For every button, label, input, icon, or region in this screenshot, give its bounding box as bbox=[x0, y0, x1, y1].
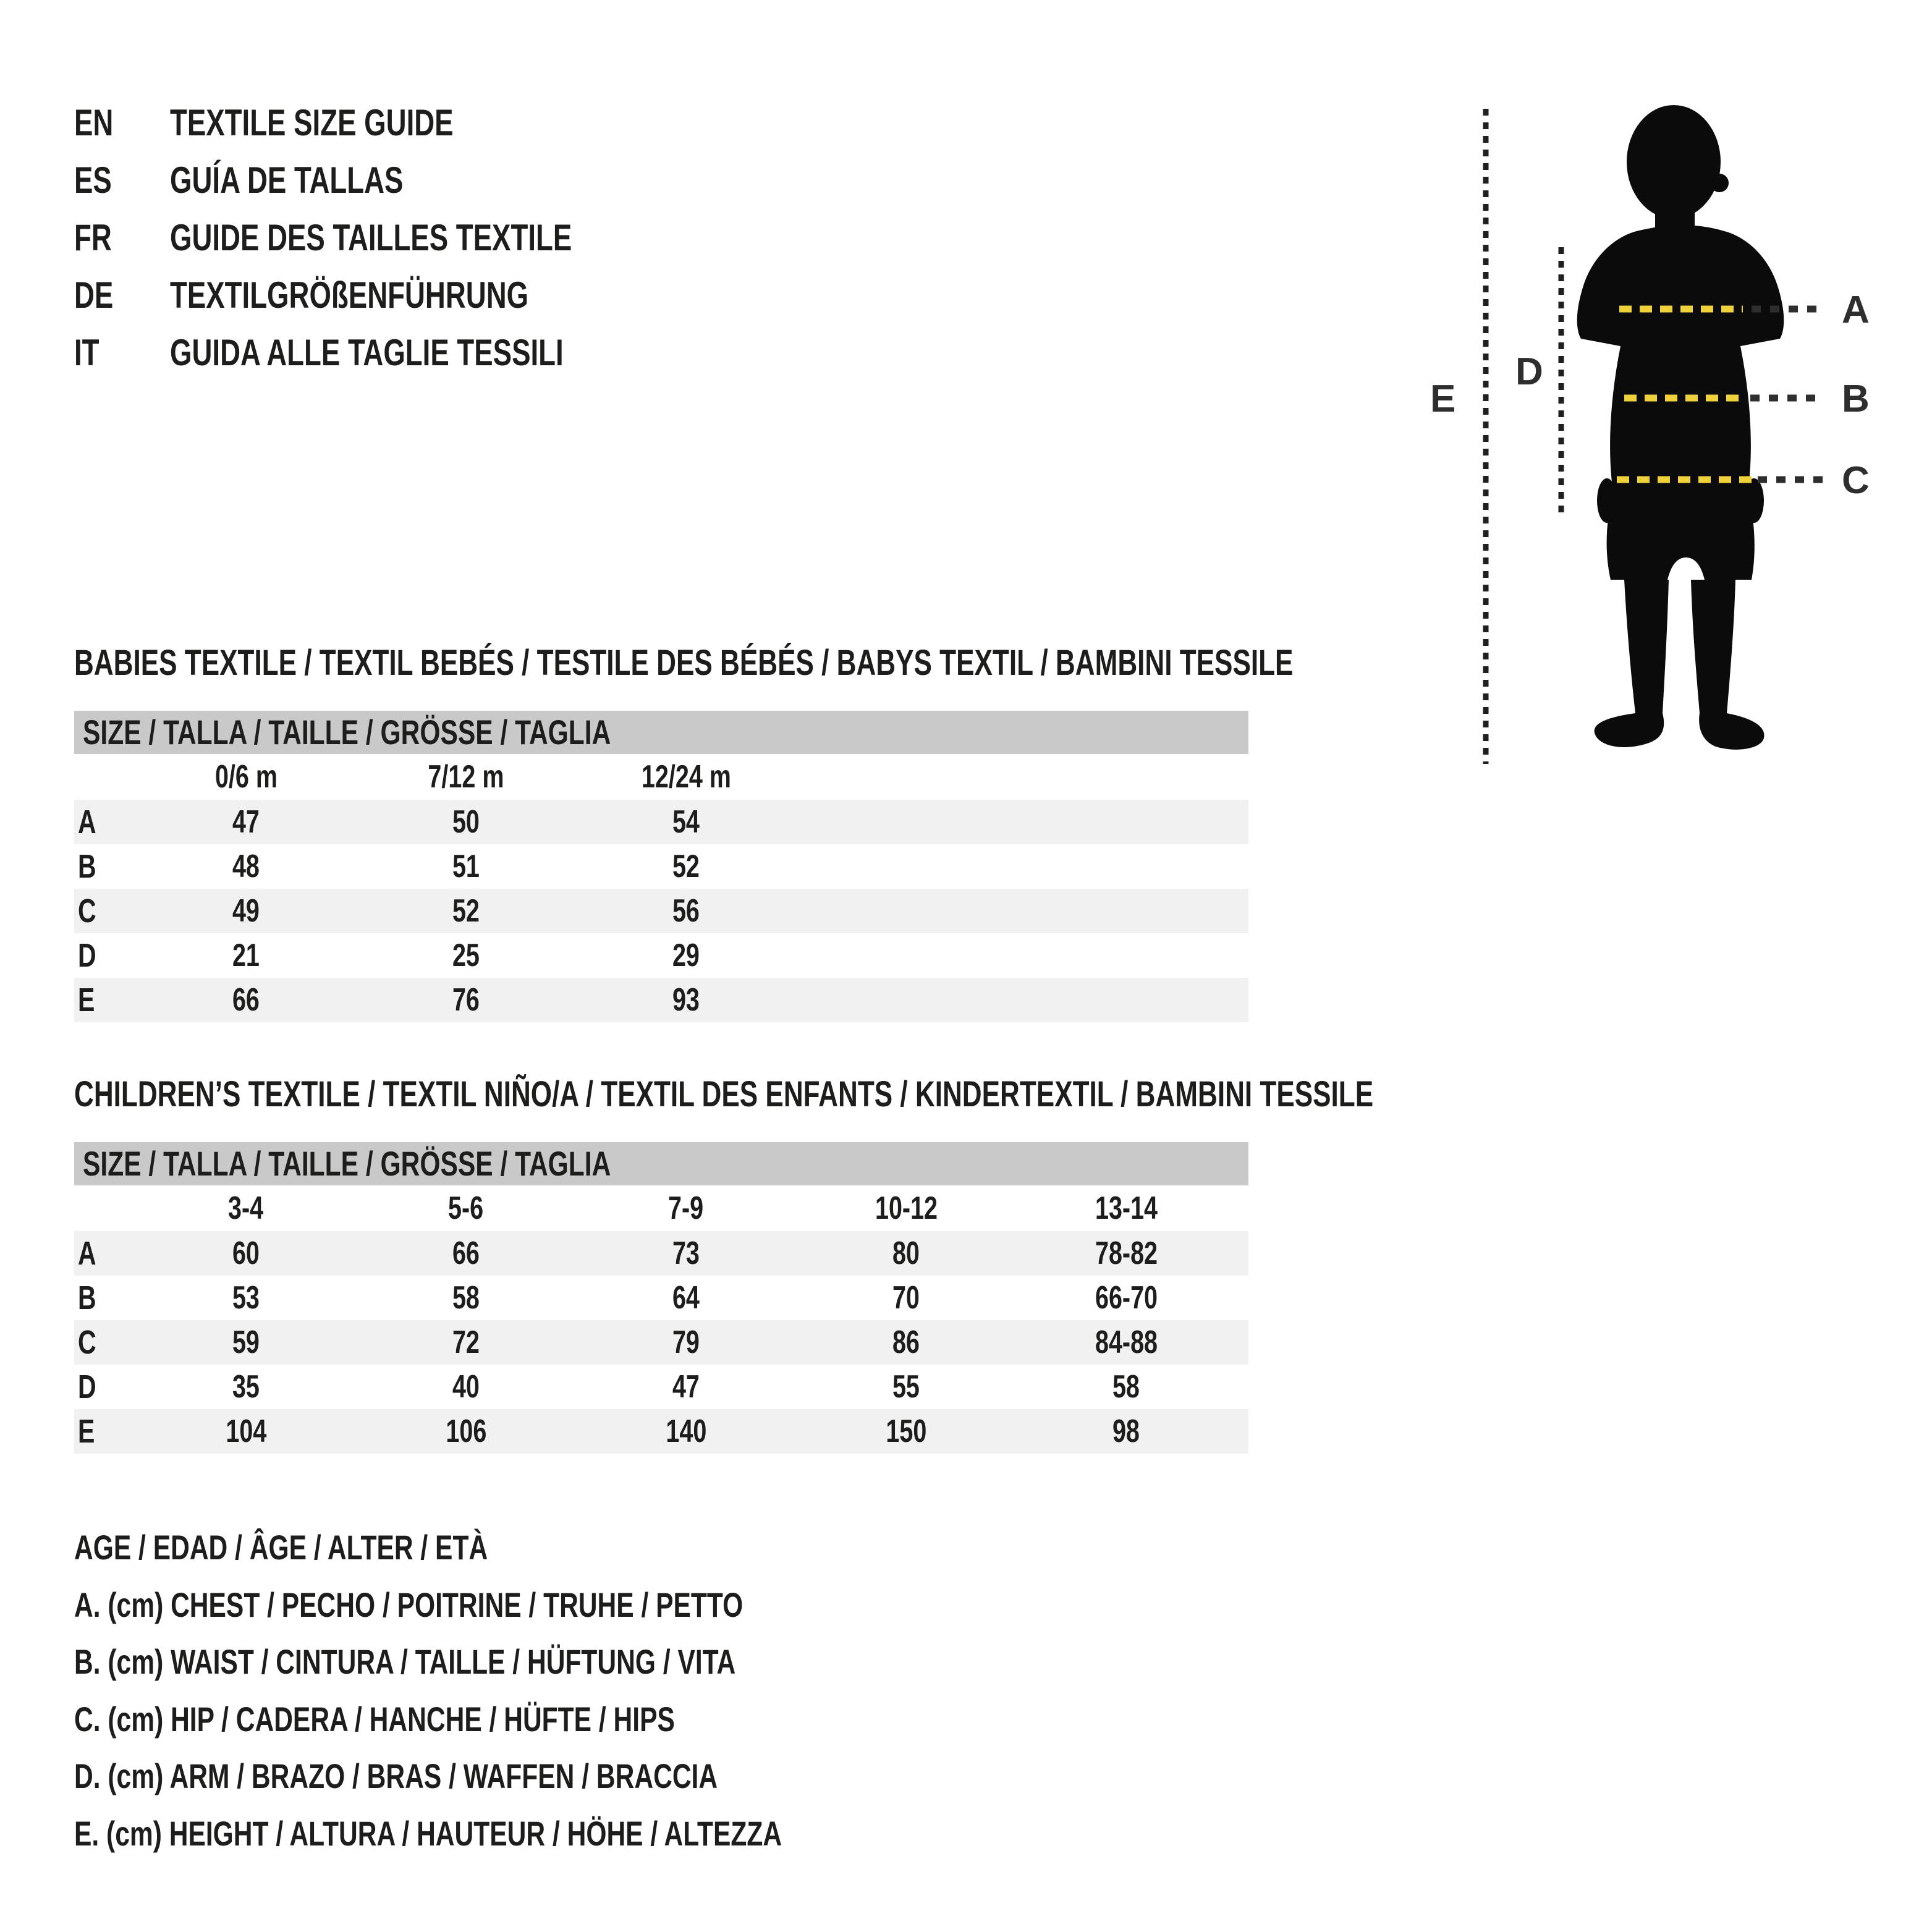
cell-value-text: 53 bbox=[232, 1280, 260, 1316]
waist-label: B bbox=[1842, 378, 1870, 420]
cell-value bbox=[576, 1320, 796, 1365]
row-filler bbox=[1236, 1276, 1248, 1320]
cell-value-text: 21 bbox=[232, 938, 260, 973]
childrens-size-header-text: SIZE / TALLA / TAILLE / GRÖSSE / TAGLIA bbox=[83, 1144, 611, 1183]
column-header bbox=[356, 754, 576, 800]
cell-value-text: 66-70 bbox=[1095, 1280, 1158, 1316]
language-code bbox=[74, 94, 170, 151]
legend-chest bbox=[74, 1577, 1006, 1634]
column-header bbox=[796, 1185, 1016, 1231]
cell-value bbox=[136, 1365, 356, 1409]
cell-value-text: 56 bbox=[672, 893, 700, 929]
legend-age-text: AGE / EDAD / ÂGE / ALTER / ETÀ bbox=[74, 1528, 488, 1567]
legend-chest-text: A. (cm) CHEST / PECHO / POITRINE / TRUHE / PETTO bbox=[74, 1585, 744, 1624]
cell-value bbox=[356, 844, 576, 889]
language-row-fr bbox=[74, 209, 699, 266]
cell-value-text: 54 bbox=[672, 804, 700, 840]
cell-value bbox=[136, 800, 356, 844]
table-row-waist bbox=[74, 844, 1248, 889]
legend-age bbox=[74, 1519, 1006, 1577]
cell-value bbox=[576, 889, 796, 933]
cell-value-text: 66 bbox=[452, 1235, 480, 1271]
babies-column-header-row bbox=[74, 754, 1248, 800]
table-row-height bbox=[74, 1409, 1248, 1454]
legend-arm bbox=[74, 1748, 1006, 1805]
measurement-legend bbox=[74, 1519, 1006, 1862]
cell-value bbox=[136, 933, 356, 978]
cell-value-text: 104 bbox=[226, 1413, 266, 1449]
babies-table bbox=[74, 754, 1248, 1022]
silhouette-head bbox=[1627, 105, 1721, 219]
babies-size-header-text: SIZE / TALLA / TAILLE / GRÖSSE / TAGLIA bbox=[83, 713, 611, 752]
language-title-text: GUIDE DES TAILLES TEXTILE bbox=[170, 217, 572, 258]
row-label bbox=[74, 1365, 136, 1409]
cell-value bbox=[576, 978, 796, 1022]
column-header-text: 10-12 bbox=[875, 1190, 938, 1226]
cell-value-text: 84-88 bbox=[1095, 1324, 1158, 1360]
cell-value-text: 66 bbox=[232, 982, 260, 1018]
row-label-text: B bbox=[78, 848, 96, 885]
language-title-text: GUÍA DE TALLAS bbox=[170, 159, 404, 201]
row-label-text: E bbox=[78, 1413, 95, 1450]
row-filler bbox=[1236, 1185, 1248, 1231]
cell-value bbox=[796, 1231, 1016, 1276]
column-header-spacer bbox=[74, 754, 136, 800]
language-row-es bbox=[74, 151, 699, 209]
cell-value bbox=[1016, 1409, 1236, 1454]
cell-value bbox=[356, 1276, 576, 1320]
language-code bbox=[74, 209, 170, 266]
language-code bbox=[74, 266, 170, 324]
cell-value bbox=[136, 1276, 356, 1320]
silhouette-foot-left bbox=[1595, 713, 1664, 747]
table-row-arm bbox=[74, 1365, 1248, 1409]
cell-value bbox=[576, 1276, 796, 1320]
row-label-text: A bbox=[78, 803, 96, 841]
cell-value-text: 80 bbox=[892, 1235, 920, 1271]
cell-value bbox=[796, 1320, 1016, 1365]
cell-value-text: 70 bbox=[892, 1280, 920, 1316]
babies-size-header-bar bbox=[74, 711, 1248, 754]
cell-value-text: 79 bbox=[672, 1324, 700, 1360]
row-label bbox=[74, 978, 136, 1022]
cell-value bbox=[576, 1231, 796, 1276]
language-title bbox=[170, 266, 642, 324]
legend-waist-text: B. (cm) WAIST / CINTURA / TAILLE / HÜFTUNG / VITA bbox=[74, 1642, 736, 1681]
row-filler bbox=[796, 844, 1248, 889]
language-code-text: FR bbox=[74, 217, 112, 258]
cell-value bbox=[356, 933, 576, 978]
cell-value bbox=[1016, 1231, 1236, 1276]
column-header-text: 12/24 m bbox=[641, 759, 731, 795]
language-code-text: ES bbox=[74, 159, 112, 201]
childrens-table bbox=[74, 1185, 1248, 1454]
cell-value-text: 58 bbox=[1112, 1369, 1140, 1405]
column-header-text: 7/12 m bbox=[428, 759, 504, 795]
childrens-size-header-bar bbox=[74, 1142, 1248, 1185]
language-title-text: TEXTILGRÖßENFÜHRUNG bbox=[170, 274, 529, 316]
cell-value-text: 47 bbox=[672, 1369, 700, 1405]
legend-hip bbox=[74, 1691, 1006, 1748]
cell-value bbox=[136, 1409, 356, 1454]
cell-value-text: 50 bbox=[452, 804, 480, 840]
column-header bbox=[356, 1185, 576, 1231]
row-label bbox=[74, 800, 136, 844]
row-filler bbox=[796, 978, 1248, 1022]
column-header-text: 7-9 bbox=[668, 1190, 704, 1226]
cell-value bbox=[356, 800, 576, 844]
table-row-hip bbox=[74, 889, 1248, 933]
language-row-de bbox=[74, 266, 699, 324]
cell-value-text: 25 bbox=[452, 938, 480, 973]
cell-value bbox=[136, 1231, 356, 1276]
row-label bbox=[74, 1409, 136, 1454]
row-filler bbox=[1236, 1409, 1248, 1454]
cell-value-text: 64 bbox=[672, 1280, 700, 1316]
cell-value bbox=[576, 1409, 796, 1454]
legend-height bbox=[74, 1805, 1006, 1863]
language-list bbox=[74, 94, 699, 381]
cell-value-text: 73 bbox=[672, 1235, 700, 1271]
cell-value-text: 60 bbox=[232, 1235, 260, 1271]
language-title bbox=[170, 324, 688, 381]
language-code-text: DE bbox=[74, 274, 114, 316]
row-filler bbox=[796, 800, 1248, 844]
table-row-hip bbox=[74, 1320, 1248, 1365]
legend-arm-text: D. (cm) ARM / BRAZO / BRAS / WAFFEN / BRACCIA bbox=[74, 1756, 718, 1795]
cell-value bbox=[576, 933, 796, 978]
table-row-chest bbox=[74, 800, 1248, 844]
cell-value-text: 106 bbox=[446, 1413, 486, 1449]
cell-value-text: 140 bbox=[666, 1413, 706, 1449]
table-row-chest bbox=[74, 1231, 1248, 1276]
cell-value bbox=[356, 889, 576, 933]
cell-value bbox=[1016, 1320, 1236, 1365]
silhouette-leg-right bbox=[1691, 580, 1735, 713]
language-title bbox=[170, 151, 477, 209]
cell-value bbox=[1016, 1365, 1236, 1409]
language-code-text: EN bbox=[74, 102, 114, 143]
table-row-waist bbox=[74, 1276, 1248, 1320]
cell-value-text: 52 bbox=[672, 849, 700, 884]
childrens-column-header-row bbox=[74, 1185, 1248, 1231]
silhouette-ear bbox=[1710, 174, 1729, 192]
cell-value-text: 72 bbox=[452, 1324, 480, 1360]
childrens-section-title-text: CHILDREN’S TEXTILE / TEXTIL NIÑO/A / TEXTIL DES ENFANTS / KINDERTEXTIL / BAMBINI TESSILE bbox=[74, 1074, 1374, 1114]
language-code bbox=[74, 151, 170, 209]
row-label bbox=[74, 1320, 136, 1365]
row-label bbox=[74, 889, 136, 933]
cell-value bbox=[1016, 1276, 1236, 1320]
cell-value bbox=[136, 889, 356, 933]
legend-hip-text: C. (cm) HIP / CADERA / HANCHE / HÜFTE / HIPS bbox=[74, 1699, 675, 1739]
cell-value bbox=[576, 844, 796, 889]
cell-value-text: 59 bbox=[232, 1324, 260, 1360]
row-label bbox=[74, 933, 136, 978]
cell-value bbox=[136, 844, 356, 889]
cell-value bbox=[356, 1409, 576, 1454]
cell-value-text: 29 bbox=[672, 938, 700, 973]
language-title bbox=[170, 209, 699, 266]
row-filler bbox=[1236, 1320, 1248, 1365]
table-row-arm bbox=[74, 933, 1248, 978]
row-label-text: C bbox=[78, 1324, 96, 1361]
column-header-text: 13-14 bbox=[1095, 1190, 1158, 1226]
column-header-spacer bbox=[74, 1185, 136, 1231]
row-filler bbox=[796, 754, 1248, 800]
chest-label: A bbox=[1842, 289, 1870, 331]
row-label-text: E bbox=[78, 981, 95, 1019]
column-header-text: 5-6 bbox=[448, 1190, 484, 1226]
hip-label: C bbox=[1842, 459, 1870, 502]
cell-value bbox=[576, 1365, 796, 1409]
cell-value-text: 48 bbox=[232, 849, 260, 884]
language-title bbox=[170, 94, 543, 151]
cell-value-text: 40 bbox=[452, 1369, 480, 1405]
legend-height-text: E. (cm) HEIGHT / ALTURA / HAUTEUR / HÖHE / ALTEZZA bbox=[74, 1813, 782, 1853]
arm-label: D bbox=[1515, 350, 1543, 393]
column-header bbox=[136, 754, 356, 800]
row-label bbox=[74, 844, 136, 889]
cell-value-text: 47 bbox=[232, 804, 260, 840]
silhouette-shirt bbox=[1577, 225, 1784, 492]
cell-value-text: 55 bbox=[892, 1369, 920, 1405]
childrens-section-title bbox=[74, 1073, 1784, 1116]
row-label-text: C bbox=[78, 892, 96, 930]
cell-value-text: 150 bbox=[886, 1413, 926, 1449]
row-label-text: B bbox=[78, 1279, 96, 1316]
row-filler bbox=[1236, 1365, 1248, 1409]
row-filler bbox=[796, 933, 1248, 978]
language-title-text: GUIDA ALLE TAGLIE TESSILI bbox=[170, 332, 564, 373]
language-row-it bbox=[74, 324, 699, 381]
row-label-text: A bbox=[78, 1235, 96, 1272]
silhouette-shorts bbox=[1607, 492, 1755, 580]
cell-value-text: 98 bbox=[1112, 1413, 1140, 1449]
legend-waist bbox=[74, 1633, 1006, 1691]
language-title-text: TEXTILE SIZE GUIDE bbox=[170, 102, 454, 143]
cell-value bbox=[356, 1320, 576, 1365]
cell-value-text: 93 bbox=[672, 982, 700, 1018]
cell-value bbox=[356, 1365, 576, 1409]
column-header bbox=[576, 754, 796, 800]
babies-section-title-text: BABIES TEXTILE / TEXTIL BEBÉS / TESTILE DES BÉBÉS / BABYS TEXTIL / BAMBINI TESSILE bbox=[74, 643, 1294, 683]
cell-value bbox=[356, 1231, 576, 1276]
cell-value bbox=[136, 978, 356, 1022]
column-header bbox=[136, 1185, 356, 1231]
language-code-text: IT bbox=[74, 332, 100, 373]
cell-value-text: 86 bbox=[892, 1324, 920, 1360]
table-row-height bbox=[74, 978, 1248, 1022]
column-header bbox=[576, 1185, 796, 1231]
cell-value bbox=[796, 1409, 1016, 1454]
cell-value-text: 49 bbox=[232, 893, 260, 929]
cell-value-text: 76 bbox=[452, 982, 480, 1018]
cell-value-text: 35 bbox=[232, 1369, 260, 1405]
row-label bbox=[74, 1231, 136, 1276]
language-row-en bbox=[74, 94, 699, 151]
cell-value bbox=[356, 978, 576, 1022]
row-label bbox=[74, 1276, 136, 1320]
cell-value-text: 51 bbox=[452, 849, 480, 884]
row-filler bbox=[796, 889, 1248, 933]
row-label-text: D bbox=[78, 1368, 96, 1405]
height-label: E bbox=[1430, 378, 1456, 420]
column-header-text: 3-4 bbox=[228, 1190, 264, 1226]
row-label-text: D bbox=[78, 937, 96, 974]
cell-value-text: 78-82 bbox=[1095, 1235, 1158, 1271]
babies-section-title bbox=[74, 642, 1678, 685]
row-filler bbox=[1236, 1231, 1248, 1276]
cell-value bbox=[796, 1276, 1016, 1320]
silhouette-foot-right bbox=[1699, 713, 1764, 750]
column-header-text: 0/6 m bbox=[214, 759, 278, 795]
column-header bbox=[1016, 1185, 1236, 1231]
cell-value-text: 58 bbox=[452, 1280, 480, 1316]
cell-value-text: 52 bbox=[452, 893, 480, 929]
cell-value bbox=[796, 1365, 1016, 1409]
language-code bbox=[74, 324, 170, 381]
cell-value bbox=[136, 1320, 356, 1365]
cell-value bbox=[576, 800, 796, 844]
